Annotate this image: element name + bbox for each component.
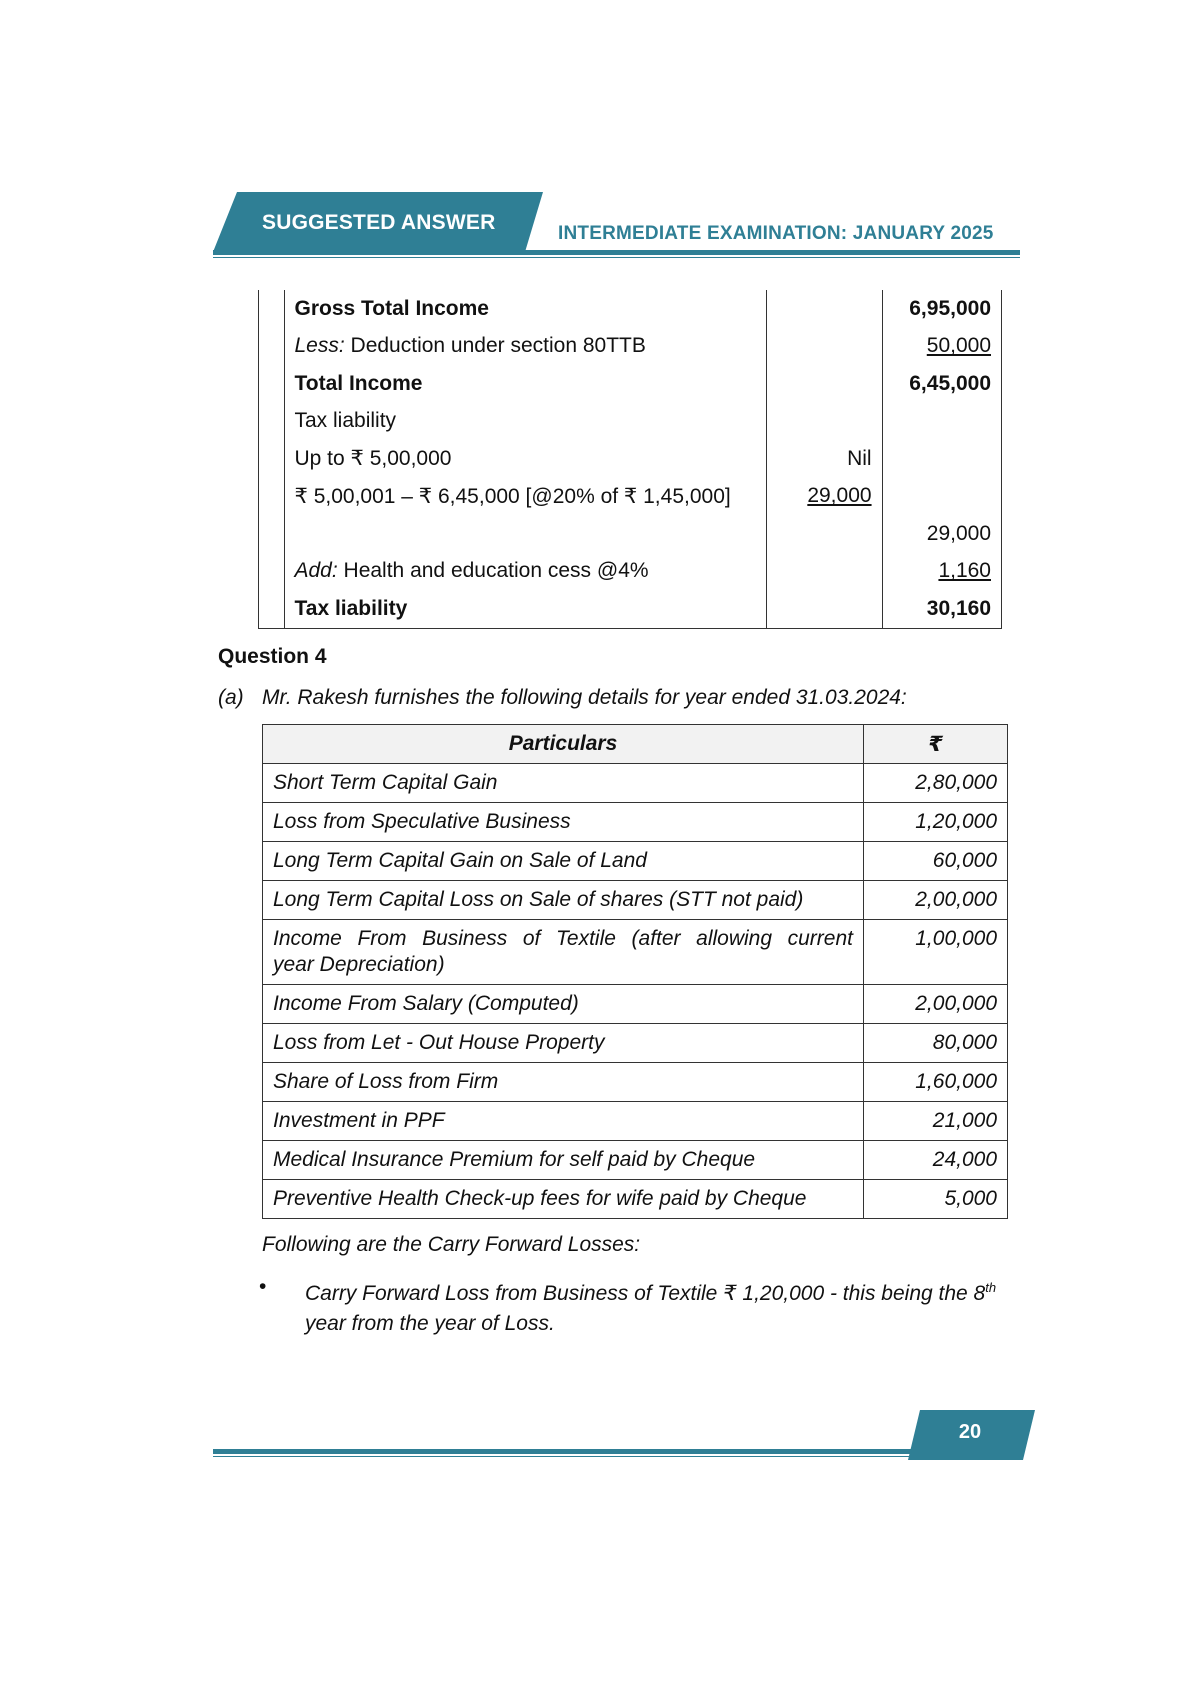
row-item: Preventive Health Check-up fees for wife paid by Cheque xyxy=(263,1180,864,1219)
row-amount: 5,000 xyxy=(864,1180,1008,1219)
row-label-prefix: Less: xyxy=(294,334,345,358)
row-amount: 6,45,000 xyxy=(882,365,1001,403)
carry-forward-title: Following are the Carry Forward Losses: xyxy=(262,1233,641,1256)
table-row xyxy=(259,478,1002,516)
question-intro-text: Mr. Rakesh furnishes the following details for year ended 31.03.2024: xyxy=(262,686,907,709)
row-mid xyxy=(767,290,882,328)
row-item: Loss from Speculative Business xyxy=(263,803,864,842)
carry-forward-item-sup: th xyxy=(985,1280,997,1295)
table-row xyxy=(259,328,1002,366)
row-amount: 24,000 xyxy=(864,1141,1008,1180)
row-amount: 50,000 xyxy=(882,328,1001,366)
carry-forward-item xyxy=(305,1273,1017,1339)
row-amount xyxy=(882,478,1001,516)
row-mid xyxy=(767,328,882,366)
row-amount: 2,80,000 xyxy=(864,764,1008,803)
column-header-particulars: Particulars xyxy=(263,725,864,764)
footer-rule xyxy=(213,1449,1013,1454)
question-intro xyxy=(218,686,907,710)
row-amount: 21,000 xyxy=(864,1102,1008,1141)
table-row xyxy=(259,515,1002,553)
row-label: Tax liability xyxy=(284,590,767,628)
row-item: Share of Loss from Firm xyxy=(263,1063,864,1102)
row-amount: 2,00,000 xyxy=(864,881,1008,920)
table-row xyxy=(259,553,1002,591)
question-part-label: (a) xyxy=(218,686,244,709)
table-row xyxy=(263,842,1008,881)
exam-title: INTERMEDIATE EXAMINATION: JANUARY 2025 xyxy=(558,223,994,244)
table-row xyxy=(263,1180,1008,1219)
header-rule xyxy=(213,250,1020,255)
header-rule-thin xyxy=(213,257,1020,258)
table-row xyxy=(263,985,1008,1024)
row-item-line-2: year Depreciation) xyxy=(273,953,445,976)
table-row xyxy=(263,1063,1008,1102)
row-amount: 1,20,000 xyxy=(864,803,1008,842)
table-row xyxy=(259,403,1002,441)
row-amount: 1,160 xyxy=(882,553,1001,591)
row-label: ₹ 5,00,001 – ₹ 6,45,000 [@20% of ₹ 1,45,000] xyxy=(284,478,767,516)
row-amount: 60,000 xyxy=(864,842,1008,881)
row-amount: 6,95,000 xyxy=(882,290,1001,328)
row-amount: 30,160 xyxy=(882,590,1001,628)
row-item: Loss from Let - Out House Property xyxy=(263,1024,864,1063)
row-amount: 1,00,000 xyxy=(864,920,1008,985)
bullet-icon: • xyxy=(259,1275,267,1298)
table-row xyxy=(263,1141,1008,1180)
row-label: Tax liability xyxy=(284,403,767,441)
row-item: Investment in PPF xyxy=(263,1102,864,1141)
table-header-row xyxy=(263,725,1008,764)
table-row xyxy=(263,803,1008,842)
page-number: 20 xyxy=(958,1421,982,1443)
carry-forward-item-tail: year from the year of Loss. xyxy=(305,1312,555,1335)
table-row xyxy=(263,1024,1008,1063)
row-mid: Nil xyxy=(767,440,882,478)
row-mid xyxy=(767,515,882,553)
row-amount: 29,000 xyxy=(882,515,1001,553)
row-mid xyxy=(767,403,882,441)
column-header-amount: ₹ xyxy=(864,725,1008,764)
row-amount xyxy=(882,440,1001,478)
table-row xyxy=(263,764,1008,803)
row-mid xyxy=(767,553,882,591)
row-item-line-1: Income From Business of Textile (after allowing current xyxy=(273,927,853,950)
table-row xyxy=(259,290,1002,328)
table-row xyxy=(263,1102,1008,1141)
row-label-prefix: Add: xyxy=(294,559,338,583)
row-item: Long Term Capital Loss on Sale of shares (STT not paid) xyxy=(263,881,864,920)
row-label: Total Income xyxy=(284,365,767,403)
row-item: Long Term Capital Gain on Sale of Land xyxy=(263,842,864,881)
table-row xyxy=(259,440,1002,478)
table-row xyxy=(259,365,1002,403)
question-title: Question 4 xyxy=(218,645,327,668)
particulars-table xyxy=(262,724,1008,1219)
row-item: Short Term Capital Gain xyxy=(263,764,864,803)
row-item: Income From Salary (Computed) xyxy=(263,985,864,1024)
row-label-text: Health and education cess @4% xyxy=(337,559,649,583)
row-mid xyxy=(767,365,882,403)
row-amount xyxy=(882,403,1001,441)
table-row xyxy=(259,590,1002,628)
tax-computation-table xyxy=(258,290,1002,629)
row-item xyxy=(263,920,864,985)
row-label: Up to ₹ 5,00,000 xyxy=(284,440,767,478)
table-row xyxy=(263,881,1008,920)
header-tab-label: SUGGESTED ANSWER xyxy=(262,211,496,234)
row-amount: 2,00,000 xyxy=(864,985,1008,1024)
row-mid xyxy=(767,590,882,628)
row-label: Gross Total Income xyxy=(284,290,767,328)
table-row xyxy=(263,920,1008,985)
row-label xyxy=(284,553,767,591)
row-amount: 1,60,000 xyxy=(864,1063,1008,1102)
row-label-text: Deduction under section 80TTB xyxy=(344,334,646,358)
row-label xyxy=(284,515,767,553)
carry-forward-item-text: Carry Forward Loss from Business of Textile ₹ 1,20,000 - this being the 8 xyxy=(305,1282,986,1305)
row-item: Medical Insurance Premium for self paid by Cheque xyxy=(263,1141,864,1180)
row-mid: 29,000 xyxy=(767,478,882,516)
row-label xyxy=(284,328,767,366)
footer-rule-thin xyxy=(213,1456,1013,1457)
row-amount: 80,000 xyxy=(864,1024,1008,1063)
